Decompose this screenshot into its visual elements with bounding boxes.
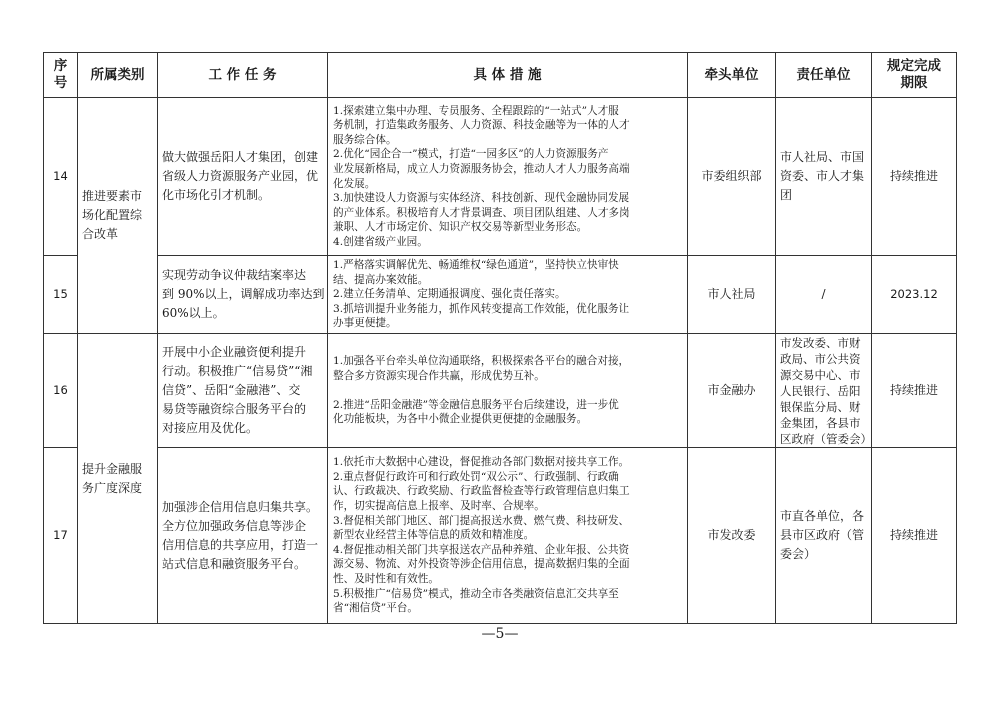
text-line: 做大做强岳阳人才集团，创建: [162, 150, 319, 164]
text-line: 场化配置综: [82, 208, 143, 222]
text-line: 金集团，各县市: [780, 415, 861, 430]
row-index: 15: [44, 256, 78, 334]
text-line: 化功能板块，为各中小微企业提供更便捷的金融服务。: [333, 413, 588, 426]
text-line: 2.建立任务清单、定期通报调度、强化责任落实。: [333, 288, 566, 301]
deadline-cell: 持续推进: [872, 334, 957, 448]
text-line: 加强涉企信用信息归集共享。: [162, 499, 319, 514]
text-line: 省级人力资源服务产业园，优: [162, 169, 319, 183]
text-line: 3.督促相关部门地区、部门提高报送水费、燃气费、科技研发、: [333, 514, 630, 527]
text-line: 区政府（管委会）: [780, 431, 872, 446]
text-line: 到 90%以上，调解成功率达到: [162, 287, 325, 301]
text-line: 对接应用及优化。: [162, 421, 259, 435]
text-line: 3.加快建设人力资源与实体经济、科技创新、现代金融协同发展: [333, 192, 630, 205]
text-line: 整合多方资源实现合作共赢，形成优势互补。: [333, 369, 545, 382]
text-line: 化发展。: [333, 177, 376, 190]
text-line: 新型农业经营主体等信息的质效和精准度。: [333, 529, 535, 542]
table-row-14: [44, 98, 957, 256]
text-line: 4.督促推动相关部门共享报送农产品种养殖、企业年报、公共资: [333, 543, 630, 556]
text-line: 合改革: [82, 227, 119, 241]
measures-cell: [328, 334, 688, 448]
task-cell: [158, 448, 328, 624]
text-line: 4.创建省级产业园。: [333, 235, 428, 248]
measures-cell: [328, 448, 688, 624]
text-line: 结、提高办案效能。: [333, 273, 429, 286]
text-line: 2.优化“园企合一”模式，打造“一园多区”的人力资源服务产: [333, 148, 609, 161]
deadline-cell: 2023.12: [872, 256, 957, 334]
text-line: 省“湘信贷”平台。: [333, 602, 418, 615]
page-number: —5—: [481, 626, 519, 642]
lead-unit-cell: 市委组织部: [688, 98, 776, 256]
text-line: 信用信息的共享应用，打造一: [162, 537, 319, 552]
text-line: 全方位加强政务信息等涉企: [162, 518, 307, 533]
text-line: 委会）: [780, 547, 817, 561]
text-line: [333, 383, 682, 398]
responsible-unit-cell: [776, 448, 872, 624]
table-row-15: [44, 256, 957, 334]
header-deadline: [872, 53, 957, 98]
text-line: 人民银行、岳阳: [780, 383, 861, 398]
text-line: 源交易、物流、对外投资等涉企信用信息，提高数据归集的全面: [333, 558, 630, 571]
text-line: 认、行政裁决、行政奖励、行政监督检查等行政管理信息归集工: [333, 485, 630, 498]
lead-unit-cell: 市人社局: [688, 256, 776, 334]
text-line: 2.重点督促行政许可和行政处罚“双公示”、行政强制、行政确: [333, 470, 619, 483]
task-cell: [158, 98, 328, 256]
text-line: 办事更便捷。: [333, 317, 397, 330]
header-row: [44, 53, 957, 98]
text-line: 兼职、人才市场定价、知识产权交易等新型业务形态。: [333, 221, 588, 234]
text-line: 的产业体系。积极培育人才背景调查、项目团队组建、人才多岗: [333, 206, 630, 219]
text-line: 2.推进“岳阳金融港”等金融信息服务平台后续建设，进一步优: [333, 398, 619, 411]
text-line: 60%以上。: [162, 306, 225, 320]
text-line: 站式信息和融资服务平台。: [162, 556, 307, 571]
text-line: 号: [53, 75, 68, 91]
text-line: 1.依托市大数据中心建设，督促推动各部门数据对接共享工作。: [333, 456, 630, 469]
text-line: 市人社局、市国: [780, 150, 865, 164]
text-line: 团: [780, 188, 793, 202]
header-category: 所属类别: [78, 53, 158, 98]
text-line: 政局、市公共资: [780, 351, 861, 366]
text-line: 信贷”、岳阳“金融港”、交: [162, 383, 301, 397]
responsible-unit-cell: [776, 334, 872, 448]
text-line: 性、及时性和有效性。: [333, 572, 439, 585]
text-line: 务机制，打造集政务服务、人力资源、科技金融等为一体的人才: [333, 119, 630, 132]
text-line: 易贷等融资综合服务平台的: [162, 402, 307, 416]
lead-unit-cell: 市发改委: [688, 448, 776, 624]
deadline-cell: 持续推进: [872, 98, 957, 256]
header-lead-unit: 牵头单位: [688, 53, 776, 98]
text-line: 规定完成: [887, 58, 941, 74]
text-line: 化市场化引才机制。: [162, 188, 271, 202]
text-line: 推进要素市: [82, 189, 143, 203]
text-line: 源交易中心、市: [780, 367, 861, 382]
text-line: 5.积极推广“信易贷”模式，推动全市各类融资信息汇交共享至: [333, 587, 619, 600]
task-cell: [158, 256, 328, 334]
text-line: 1.加强各平台牵头单位沟通联络，积极探索各平台的融合对接，: [333, 355, 630, 368]
text-line: 业发展新格局，成立人力资源服务协会，推动人才人力服务高端: [333, 162, 630, 175]
responsible-unit-cell: [776, 98, 872, 256]
text-line: 序: [53, 58, 68, 74]
header-task: 工 作 任 务: [158, 53, 328, 98]
row-index: 14: [44, 98, 78, 256]
text-line: 开展中小企业融资便利提升: [162, 345, 307, 359]
category-cell: [78, 98, 158, 334]
table-row-16: [44, 334, 957, 448]
text-line: 3.抓培训提升业务能力，抓作风转变提高工作效能，优化服务让: [333, 302, 630, 315]
header-responsible-unit: 责任单位: [776, 53, 872, 98]
row-index: 17: [44, 448, 78, 624]
text-line: 1.严格落实调解优先、畅通维权“绿色通道”，坚持快立快审快: [333, 259, 619, 272]
text-line: 提升金融服: [82, 461, 143, 476]
text-line: 1.探索建立集中办理、专员服务、全程跟踪的“一站式”人才服: [333, 104, 619, 117]
category-cell: [78, 334, 158, 624]
text-line: 银保监分局、财: [780, 399, 861, 414]
text-line: 服务综合体。: [333, 133, 397, 146]
text-line: 市发改委、市财: [780, 335, 861, 350]
lead-unit-cell: 市金融办: [688, 334, 776, 448]
text-line: 市直各单位，各: [780, 509, 865, 523]
text-line: 期限: [900, 75, 928, 91]
text-line: 行动。积极推广“信易贷”“湘: [162, 364, 313, 378]
measures-cell: [328, 98, 688, 256]
row-index: 16: [44, 334, 78, 448]
deadline-cell: 持续推进: [872, 448, 957, 624]
task-table: [43, 52, 957, 624]
text-line: 资委、市人才集: [780, 169, 865, 183]
text-line: 作，切实提高信息上报率、及时率、合规率。: [333, 500, 545, 513]
header-measures: 具 体 措 施: [328, 53, 688, 98]
task-cell: [158, 334, 328, 448]
responsible-unit-cell: [776, 256, 872, 334]
text-line: 实现劳动争议仲裁结案率达: [162, 268, 307, 282]
text-line: 务广度深度: [82, 480, 143, 495]
table-row-17: [44, 448, 957, 624]
measures-cell: [328, 256, 688, 334]
text-line: /: [821, 287, 826, 301]
header-index: [44, 53, 78, 98]
text-line: 县市区政府（管: [780, 528, 865, 542]
